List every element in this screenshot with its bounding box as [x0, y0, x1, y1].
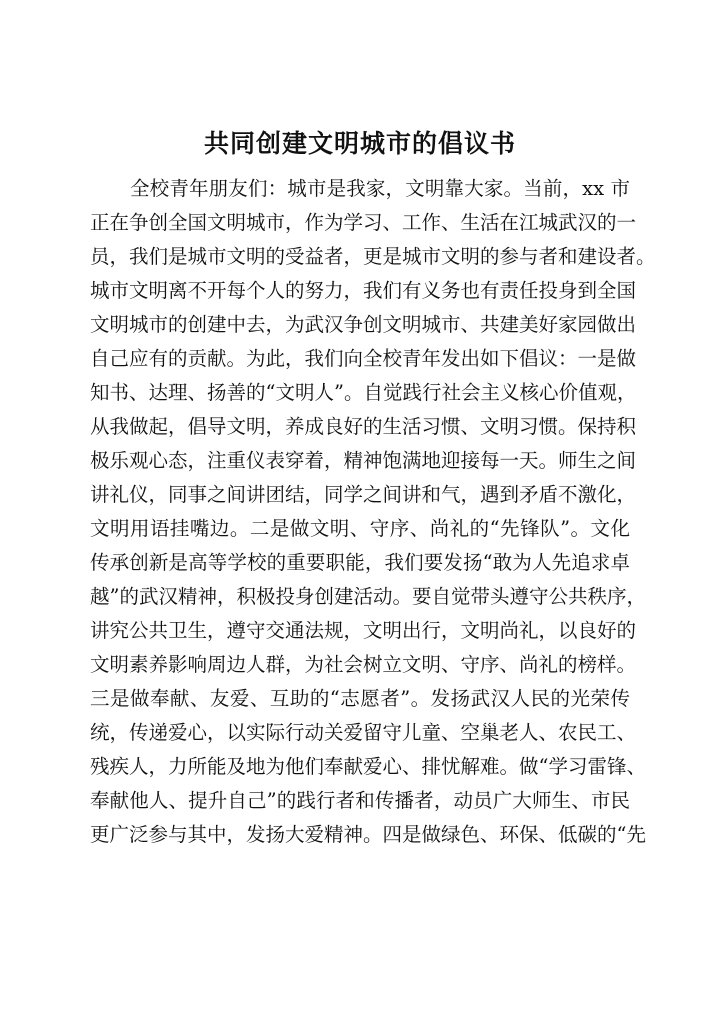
body-line: 讲究公共卫生，遵守交通法规，文明出行，文明尚礼，以良好的: [90, 619, 637, 642]
body-line: 极乐观心态，注重仪表穿着，精神饱满地迎接每一天。师生之间: [90, 449, 637, 472]
body-line: 奉献他人、提升自己”的践行者和传播者，动员广大师生、市民: [90, 789, 630, 812]
document-body: [90, 172, 656, 852]
body-line: 自己应有的贡献。为此，我们向全校青年发出如下倡议：一是做: [90, 347, 637, 370]
body-line: 城市文明离不开每个人的努力，我们有义务也有责任投身到全国: [90, 279, 637, 302]
body-line: 文明城市的创建中去，为武汉争创文明城市、共建美好家园做出: [90, 313, 637, 336]
body-line: 全校青年朋友们：城市是我家，文明靠大家。当前，xx 市: [130, 177, 630, 200]
body-line: 知书、达理、扬善的“文明人”。自觉践行社会主义核心价值观，: [90, 381, 637, 404]
body-line: 统，传递爱心，以实际行动关爱留守儿童、空巢老人、农民工、: [90, 721, 637, 744]
body-line: 正在争创全国文明城市，作为学习、工作、生活在江城武汉的一: [90, 211, 637, 234]
body-line: 文明素养影响周边人群，为社会树立文明、守序、尚礼的榜样。: [90, 653, 637, 676]
body-line: 传承创新是高等学校的重要职能，我们要发扬“敢为人先追求卓: [90, 551, 630, 574]
body-line: 三是做奉献、友爱、互助的“志愿者”。发扬武汉人民的光荣传: [90, 687, 630, 710]
body-line: 残疾人，力所能及地为他们奉献爱心、排忧解难。做“学习雷锋、: [90, 755, 646, 778]
body-line: 从我做起，倡导文明，养成良好的生活习惯、文明习惯。保持积: [90, 415, 637, 438]
document-title: 共同创建文明城市的倡议书: [203, 129, 516, 158]
body-line: 文明用语挂嘴边。二是做文明、守序、尚礼的“先锋队”。文化: [90, 517, 630, 540]
body-line: 越”的武汉精神，积极投身创建活动。要自觉带头遵守公共秩序，: [90, 585, 646, 608]
body-line: 员，我们是城市文明的受益者，更是城市文明的参与者和建设者。: [90, 245, 656, 268]
body-line: 讲礼仪，同事之间讲团结，同学之间讲和气，遇到矛盾不激化，: [90, 483, 637, 506]
body-line: 更广泛参与其中，发扬大爱精神。四是做绿色、环保、低碳的“先: [90, 823, 646, 846]
